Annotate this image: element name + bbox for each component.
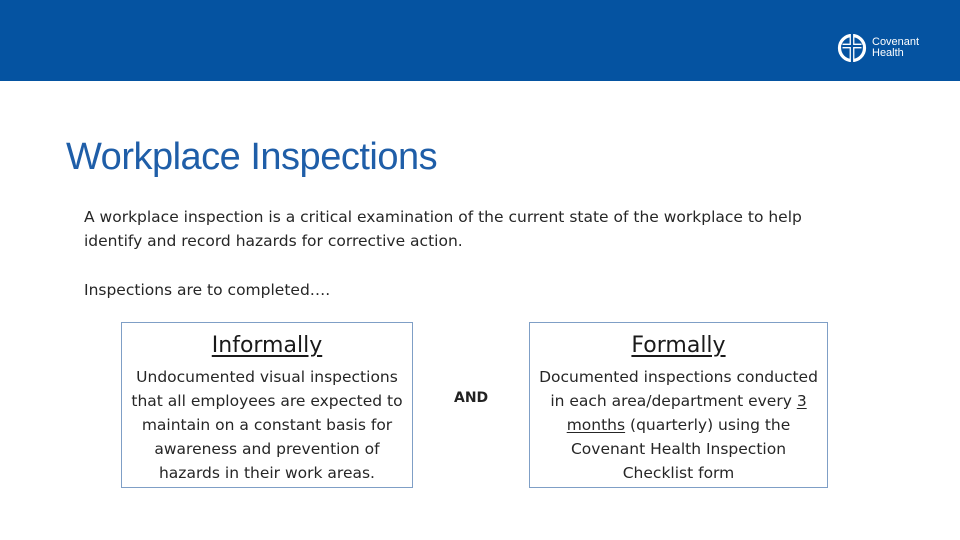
formal-frequency-highlight: 3 months: [566, 392, 807, 434]
informal-inspection-box: [121, 322, 413, 488]
intro-paragraph: A workplace inspection is a critical examination of the current state of the workplace to help identify and record hazards for corrective action.: [84, 208, 802, 250]
lead-text: Inspections are to completed….: [84, 281, 331, 299]
slide-title: Workplace Inspections: [66, 136, 438, 178]
informal-heading: Informally: [211, 333, 323, 358]
logo-line-2: Health: [872, 47, 904, 59]
and-connector: AND: [454, 390, 489, 406]
formal-inspection-box: [529, 322, 828, 488]
formal-description-end: (quarterly) using the Covenant Health Inspection Checklist form: [570, 416, 791, 482]
logo-line-1: Covenant: [872, 36, 920, 48]
covenant-health-logo: [836, 31, 919, 65]
formal-description-start: Documented inspections conducted in each area/department every: [539, 368, 818, 410]
informal-description: Undocumented visual inspections that all employees are expected to maintain on a constant basis for awareness and prevention of hazards in their work areas.: [131, 368, 403, 482]
formal-description: [538, 365, 819, 485]
formal-heading: Formally: [631, 333, 726, 358]
cross-circle-logo-icon: [836, 32, 868, 64]
logo-wordmark: [872, 37, 919, 59]
header-bar: [0, 0, 960, 81]
